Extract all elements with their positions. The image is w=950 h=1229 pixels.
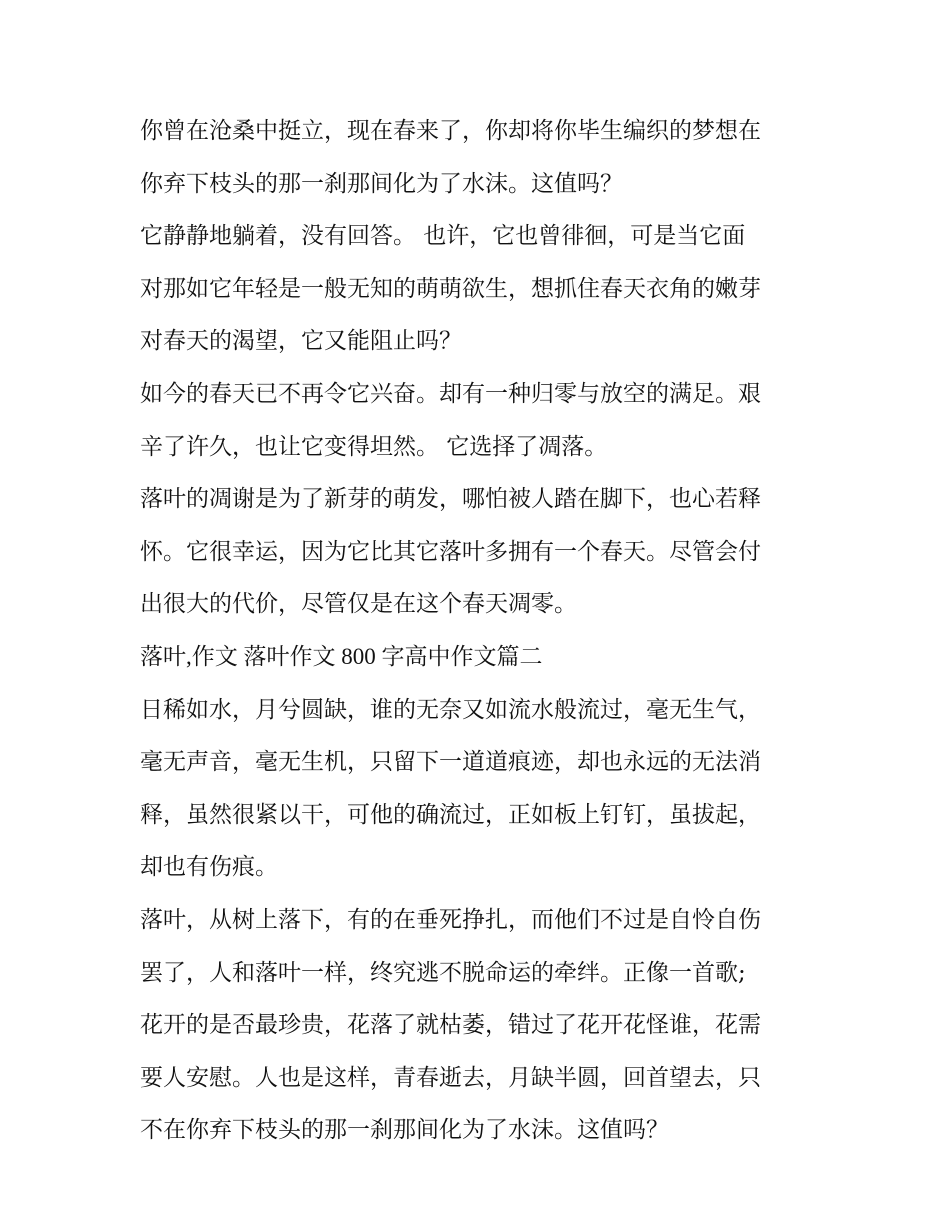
text-line: 却也有伤痕。 [140, 854, 278, 881]
text-line: 毫无声音，毫无生机，只留下一道道痕迹，却也永远的无法消 [140, 749, 761, 776]
text-line: 花开的是否最珍贵，花落了就枯萎，错过了花开花怪谁，花需 [140, 1012, 761, 1039]
text-line: 你弃下枝头的那一刹那间化为了水沫。这值吗？ [140, 170, 623, 197]
text-line: 如今的春天已不再令它兴奋。却有一种归零与放空的满足。艰 [140, 380, 761, 407]
section-heading: 落叶,作文 落叶作文 800 字高中作文篇二 [140, 643, 543, 669]
text-line: 对那如它年轻是一般无知的萌萌欲生，想抓住春天衣角的嫩芽 [140, 275, 761, 302]
text-line: 释，虽然很紧以干，可他的确流过，正如板上钉钉，虽拔起， [140, 801, 761, 828]
text-line: 落叶的凋谢是为了新芽的萌发，哪怕被人踏在脚下，也心若释 [140, 486, 761, 513]
text-line: 罢了，人和落叶一样，终究逃不脱命运的牵绊。正像一首歌; [140, 959, 746, 986]
text-line: 落叶，从树上落下，有的在垂死挣扎，而他们不过是自怜自伤 [140, 906, 761, 933]
text-line: 它静静地躺着，没有回答。 也许，它也曾徘徊，可是当它面 [140, 223, 746, 250]
text-line: 不在你弃下枝头的那一刹那间化为了水沫。这值吗？ [140, 1117, 669, 1144]
text-line: 要人安慰。人也是这样，青春逝去，月缺半圆，回首望去，只 [140, 1064, 761, 1091]
text-line: 对春天的渴望，它又能阻止吗？ [140, 328, 462, 355]
text-line: 怀。它很幸运，因为它比其它落叶多拥有一个春天。尽管会付 [140, 538, 761, 565]
text-line: 出很大的代价，尽管仅是在这个春天凋零。 [140, 591, 577, 618]
text-line: 辛了许久，也让它变得坦然。 它选择了凋落。 [140, 433, 608, 460]
text-line: 你曾在沧桑中挺立，现在春来了，你却将你毕生编织的梦想在 [140, 118, 761, 144]
document-page [140, 105, 820, 1157]
text-line: 日稀如水，月兮圆缺，谁的无奈又如流水般流过，毫无生气， [140, 696, 761, 723]
